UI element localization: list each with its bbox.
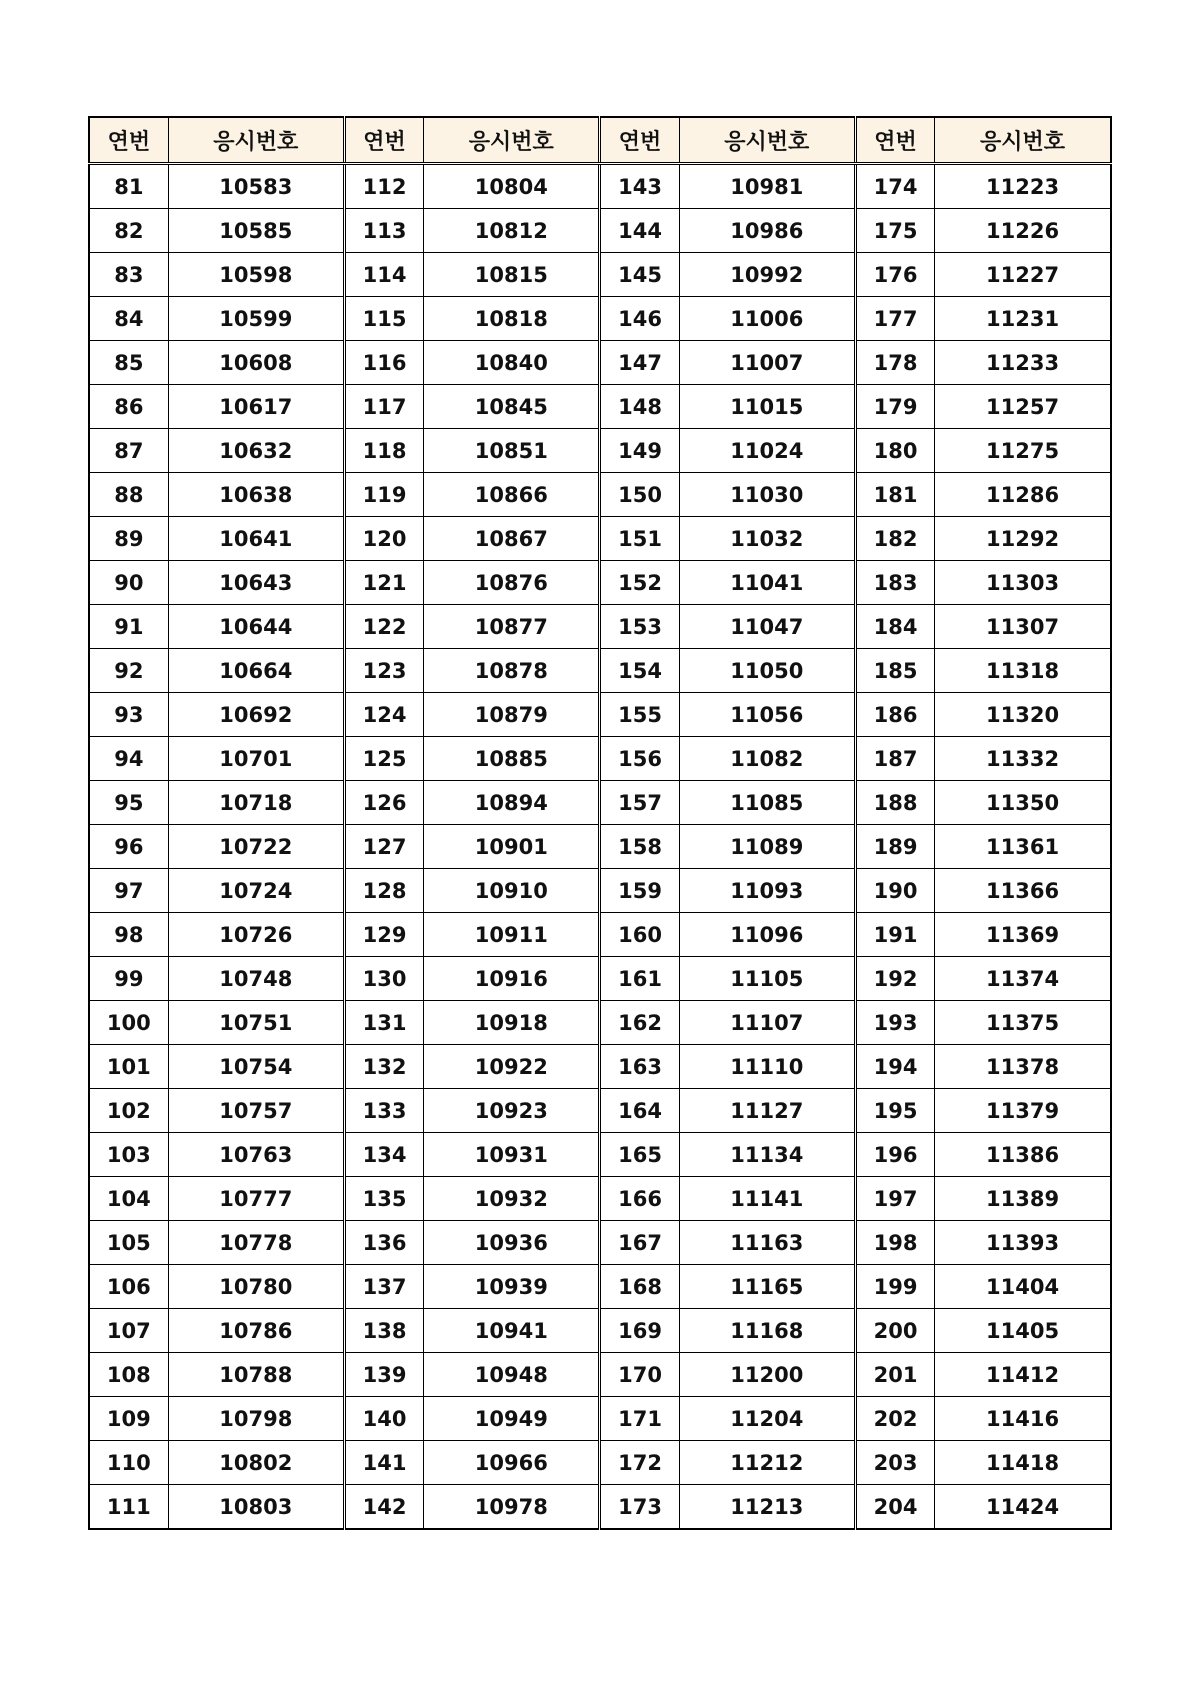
seq-cell: 153 [600,605,679,649]
seq-cell: 147 [600,341,679,385]
exam-number-cell: 10932 [424,1177,600,1221]
exam-number-cell: 11379 [935,1089,1111,1133]
seq-cell: 158 [600,825,679,869]
table-row [89,1309,1111,1353]
seq-cell: 128 [344,869,423,913]
exam-number-cell: 11096 [679,913,855,957]
exam-number-cell: 11213 [679,1485,855,1530]
seq-cell: 101 [89,1045,168,1089]
table-row [89,1133,1111,1177]
seq-cell: 98 [89,913,168,957]
exam-number-cell: 11089 [679,825,855,869]
seq-cell: 151 [600,517,679,561]
exam-number-cell: 10978 [424,1485,600,1530]
seq-cell: 91 [89,605,168,649]
exam-number-cell: 11375 [935,1001,1111,1045]
table-row [89,825,1111,869]
table-row [89,341,1111,385]
seq-cell: 162 [600,1001,679,1045]
exam-number-cell: 10608 [168,341,344,385]
exam-number-cell: 10918 [424,1001,600,1045]
seq-cell: 90 [89,561,168,605]
seq-cell: 137 [344,1265,423,1309]
seq-cell: 178 [855,341,934,385]
exam-number-cell: 11292 [935,517,1111,561]
exam-number-cell: 11332 [935,737,1111,781]
table-row [89,164,1111,209]
table-row [89,737,1111,781]
exam-number-cell: 11393 [935,1221,1111,1265]
seq-cell: 186 [855,693,934,737]
table-row [89,1001,1111,1045]
seq-cell: 148 [600,385,679,429]
table-row [89,957,1111,1001]
exam-number-cell: 10981 [679,164,855,209]
exam-number-cell: 11389 [935,1177,1111,1221]
exam-number-cell: 11050 [679,649,855,693]
exam-number-cell: 11204 [679,1397,855,1441]
table-row [89,1265,1111,1309]
seq-cell: 124 [344,693,423,737]
seq-cell: 201 [855,1353,934,1397]
exam-number-cell: 11227 [935,253,1111,297]
exam-number-cell: 10910 [424,869,600,913]
header-exam-number: 응시번호 [168,117,344,164]
seq-cell: 102 [89,1089,168,1133]
exam-number-cell: 11107 [679,1001,855,1045]
header-exam-number: 응시번호 [679,117,855,164]
exam-number-cell: 11015 [679,385,855,429]
exam-number-cell: 10802 [168,1441,344,1485]
seq-cell: 185 [855,649,934,693]
seq-cell: 176 [855,253,934,297]
seq-cell: 140 [344,1397,423,1441]
seq-cell: 89 [89,517,168,561]
seq-cell: 129 [344,913,423,957]
seq-cell: 83 [89,253,168,297]
table-row [89,517,1111,561]
table-row [89,429,1111,473]
table-row [89,649,1111,693]
header-exam-number: 응시번호 [935,117,1111,164]
seq-cell: 200 [855,1309,934,1353]
seq-cell: 106 [89,1265,168,1309]
exam-number-cell: 10751 [168,1001,344,1045]
seq-cell: 163 [600,1045,679,1089]
exam-number-cell: 10876 [424,561,600,605]
exam-number-cell: 10851 [424,429,600,473]
exam-number-cell: 11257 [935,385,1111,429]
seq-cell: 149 [600,429,679,473]
table-row [89,1045,1111,1089]
seq-cell: 103 [89,1133,168,1177]
exam-number-cell: 10644 [168,605,344,649]
exam-number-cell: 11223 [935,164,1111,209]
exam-number-cell: 10788 [168,1353,344,1397]
seq-cell: 172 [600,1441,679,1485]
exam-number-cell: 10936 [424,1221,600,1265]
roster-table [88,116,1112,1530]
seq-cell: 180 [855,429,934,473]
exam-number-cell: 11226 [935,209,1111,253]
exam-number-cell: 10763 [168,1133,344,1177]
exam-number-cell: 10879 [424,693,600,737]
exam-number-cell: 10724 [168,869,344,913]
seq-cell: 139 [344,1353,423,1397]
seq-cell: 168 [600,1265,679,1309]
exam-number-cell: 10722 [168,825,344,869]
seq-cell: 97 [89,869,168,913]
seq-cell: 130 [344,957,423,1001]
seq-cell: 197 [855,1177,934,1221]
exam-number-cell: 11041 [679,561,855,605]
exam-number-cell: 10845 [424,385,600,429]
seq-cell: 145 [600,253,679,297]
seq-cell: 165 [600,1133,679,1177]
seq-cell: 127 [344,825,423,869]
exam-number-cell: 11006 [679,297,855,341]
table-row [89,781,1111,825]
exam-number-cell: 10939 [424,1265,600,1309]
exam-number-cell: 10664 [168,649,344,693]
exam-number-cell: 11418 [935,1441,1111,1485]
seq-cell: 131 [344,1001,423,1045]
seq-cell: 112 [344,164,423,209]
exam-number-cell: 10632 [168,429,344,473]
exam-number-cell: 11404 [935,1265,1111,1309]
seq-cell: 126 [344,781,423,825]
exam-number-cell: 10894 [424,781,600,825]
seq-cell: 166 [600,1177,679,1221]
seq-cell: 143 [600,164,679,209]
seq-cell: 196 [855,1133,934,1177]
exam-number-cell: 10798 [168,1397,344,1441]
seq-cell: 190 [855,869,934,913]
seq-cell: 104 [89,1177,168,1221]
exam-number-cell: 10931 [424,1133,600,1177]
exam-number-cell: 11366 [935,869,1111,913]
table-row [89,1441,1111,1485]
seq-cell: 117 [344,385,423,429]
exam-number-cell: 11275 [935,429,1111,473]
seq-cell: 86 [89,385,168,429]
exam-number-cell: 10599 [168,297,344,341]
header-seq: 연번 [89,117,168,164]
exam-number-cell: 10815 [424,253,600,297]
exam-number-cell: 10901 [424,825,600,869]
seq-cell: 155 [600,693,679,737]
exam-number-cell: 11032 [679,517,855,561]
exam-number-cell: 11165 [679,1265,855,1309]
seq-cell: 177 [855,297,934,341]
seq-cell: 191 [855,913,934,957]
exam-number-cell: 11286 [935,473,1111,517]
seq-cell: 194 [855,1045,934,1089]
table-row [89,209,1111,253]
exam-number-cell: 11424 [935,1485,1111,1530]
seq-cell: 109 [89,1397,168,1441]
exam-number-cell: 11307 [935,605,1111,649]
seq-cell: 136 [344,1221,423,1265]
seq-cell: 193 [855,1001,934,1045]
seq-cell: 181 [855,473,934,517]
exam-number-cell: 10966 [424,1441,600,1485]
exam-number-cell: 10916 [424,957,600,1001]
seq-cell: 121 [344,561,423,605]
table-row [89,869,1111,913]
seq-cell: 204 [855,1485,934,1530]
exam-number-cell: 10812 [424,209,600,253]
exam-number-cell: 10923 [424,1089,600,1133]
seq-cell: 170 [600,1353,679,1397]
exam-number-cell: 10877 [424,605,600,649]
exam-number-cell: 11024 [679,429,855,473]
header-exam-number: 응시번호 [424,117,600,164]
seq-cell: 156 [600,737,679,781]
exam-number-cell: 10692 [168,693,344,737]
exam-number-cell: 10718 [168,781,344,825]
exam-number-cell: 10641 [168,517,344,561]
seq-cell: 115 [344,297,423,341]
exam-number-cell: 10777 [168,1177,344,1221]
exam-number-cell: 11416 [935,1397,1111,1441]
seq-cell: 133 [344,1089,423,1133]
exam-number-cell: 11056 [679,693,855,737]
seq-cell: 161 [600,957,679,1001]
seq-cell: 169 [600,1309,679,1353]
exam-number-cell: 11047 [679,605,855,649]
seq-cell: 92 [89,649,168,693]
exam-number-cell: 11350 [935,781,1111,825]
seq-cell: 87 [89,429,168,473]
table-row [89,297,1111,341]
exam-number-cell: 11110 [679,1045,855,1089]
exam-number-cell: 10748 [168,957,344,1001]
exam-number-cell: 10598 [168,253,344,297]
seq-cell: 81 [89,164,168,209]
table-body [89,164,1111,1530]
exam-number-cell: 10780 [168,1265,344,1309]
seq-cell: 116 [344,341,423,385]
table-header-row [89,117,1111,164]
table-row [89,1089,1111,1133]
exam-number-cell: 10757 [168,1089,344,1133]
table-row [89,385,1111,429]
seq-cell: 187 [855,737,934,781]
exam-number-cell: 11134 [679,1133,855,1177]
exam-number-cell: 10701 [168,737,344,781]
seq-cell: 184 [855,605,934,649]
exam-number-cell: 10992 [679,253,855,297]
exam-number-cell: 10778 [168,1221,344,1265]
seq-cell: 99 [89,957,168,1001]
seq-cell: 113 [344,209,423,253]
exam-number-cell: 11320 [935,693,1111,737]
seq-cell: 138 [344,1309,423,1353]
exam-number-cell: 10948 [424,1353,600,1397]
table-row [89,1221,1111,1265]
exam-number-cell: 11303 [935,561,1111,605]
seq-cell: 105 [89,1221,168,1265]
seq-cell: 142 [344,1485,423,1530]
seq-cell: 192 [855,957,934,1001]
exam-number-cell: 10786 [168,1309,344,1353]
exam-number-cell: 11386 [935,1133,1111,1177]
exam-number-cell: 11093 [679,869,855,913]
seq-cell: 198 [855,1221,934,1265]
seq-cell: 123 [344,649,423,693]
table-row [89,1485,1111,1530]
seq-cell: 114 [344,253,423,297]
seq-cell: 175 [855,209,934,253]
exam-number-cell: 10638 [168,473,344,517]
exam-number-cell: 10878 [424,649,600,693]
seq-cell: 119 [344,473,423,517]
seq-cell: 167 [600,1221,679,1265]
seq-cell: 182 [855,517,934,561]
seq-cell: 150 [600,473,679,517]
exam-number-cell: 11412 [935,1353,1111,1397]
seq-cell: 110 [89,1441,168,1485]
exam-number-cell: 11085 [679,781,855,825]
exam-number-cell: 11168 [679,1309,855,1353]
seq-cell: 146 [600,297,679,341]
seq-cell: 122 [344,605,423,649]
exam-number-cell: 10585 [168,209,344,253]
exam-number-cell: 10949 [424,1397,600,1441]
table-row [89,253,1111,297]
seq-cell: 199 [855,1265,934,1309]
table-row [89,1177,1111,1221]
seq-cell: 195 [855,1089,934,1133]
exam-number-cell: 10643 [168,561,344,605]
seq-cell: 179 [855,385,934,429]
exam-number-cell: 11374 [935,957,1111,1001]
exam-number-cell: 10754 [168,1045,344,1089]
seq-cell: 96 [89,825,168,869]
seq-cell: 171 [600,1397,679,1441]
exam-number-cell: 10922 [424,1045,600,1089]
exam-number-cell: 11200 [679,1353,855,1397]
seq-cell: 202 [855,1397,934,1441]
exam-number-cell: 10941 [424,1309,600,1353]
seq-cell: 154 [600,649,679,693]
exam-number-cell: 10583 [168,164,344,209]
seq-cell: 120 [344,517,423,561]
seq-cell: 159 [600,869,679,913]
exam-number-cell: 10804 [424,164,600,209]
exam-number-cell: 10818 [424,297,600,341]
exam-number-cell: 10803 [168,1485,344,1530]
header-seq: 연번 [344,117,423,164]
seq-cell: 160 [600,913,679,957]
seq-cell: 203 [855,1441,934,1485]
seq-cell: 141 [344,1441,423,1485]
exam-number-cell: 10885 [424,737,600,781]
table-row [89,1353,1111,1397]
table-row [89,693,1111,737]
exam-number-cell: 10726 [168,913,344,957]
seq-cell: 108 [89,1353,168,1397]
seq-cell: 88 [89,473,168,517]
exam-number-cell: 11369 [935,913,1111,957]
seq-cell: 183 [855,561,934,605]
seq-cell: 173 [600,1485,679,1530]
exam-number-roster [88,116,1112,1530]
exam-number-cell: 11378 [935,1045,1111,1089]
exam-number-cell: 10617 [168,385,344,429]
exam-number-cell: 10867 [424,517,600,561]
seq-cell: 118 [344,429,423,473]
seq-cell: 82 [89,209,168,253]
seq-cell: 164 [600,1089,679,1133]
table-row [89,913,1111,957]
exam-number-cell: 10840 [424,341,600,385]
seq-cell: 111 [89,1485,168,1530]
exam-number-cell: 10866 [424,473,600,517]
seq-cell: 93 [89,693,168,737]
seq-cell: 132 [344,1045,423,1089]
seq-cell: 144 [600,209,679,253]
seq-cell: 85 [89,341,168,385]
exam-number-cell: 11231 [935,297,1111,341]
exam-number-cell: 11163 [679,1221,855,1265]
table-row [89,605,1111,649]
exam-number-cell: 10986 [679,209,855,253]
exam-number-cell: 11361 [935,825,1111,869]
seq-cell: 152 [600,561,679,605]
seq-cell: 174 [855,164,934,209]
seq-cell: 84 [89,297,168,341]
exam-number-cell: 11233 [935,341,1111,385]
table-row [89,1397,1111,1441]
exam-number-cell: 11212 [679,1441,855,1485]
seq-cell: 188 [855,781,934,825]
seq-cell: 157 [600,781,679,825]
exam-number-cell: 11105 [679,957,855,1001]
seq-cell: 125 [344,737,423,781]
exam-number-cell: 10911 [424,913,600,957]
exam-number-cell: 11030 [679,473,855,517]
exam-number-cell: 11082 [679,737,855,781]
exam-number-cell: 11007 [679,341,855,385]
table-row [89,561,1111,605]
exam-number-cell: 11318 [935,649,1111,693]
exam-number-cell: 11127 [679,1089,855,1133]
seq-cell: 134 [344,1133,423,1177]
header-seq: 연번 [600,117,679,164]
seq-cell: 135 [344,1177,423,1221]
header-seq: 연번 [855,117,934,164]
seq-cell: 95 [89,781,168,825]
seq-cell: 189 [855,825,934,869]
seq-cell: 107 [89,1309,168,1353]
seq-cell: 100 [89,1001,168,1045]
table-row [89,473,1111,517]
seq-cell: 94 [89,737,168,781]
exam-number-cell: 11405 [935,1309,1111,1353]
exam-number-cell: 11141 [679,1177,855,1221]
